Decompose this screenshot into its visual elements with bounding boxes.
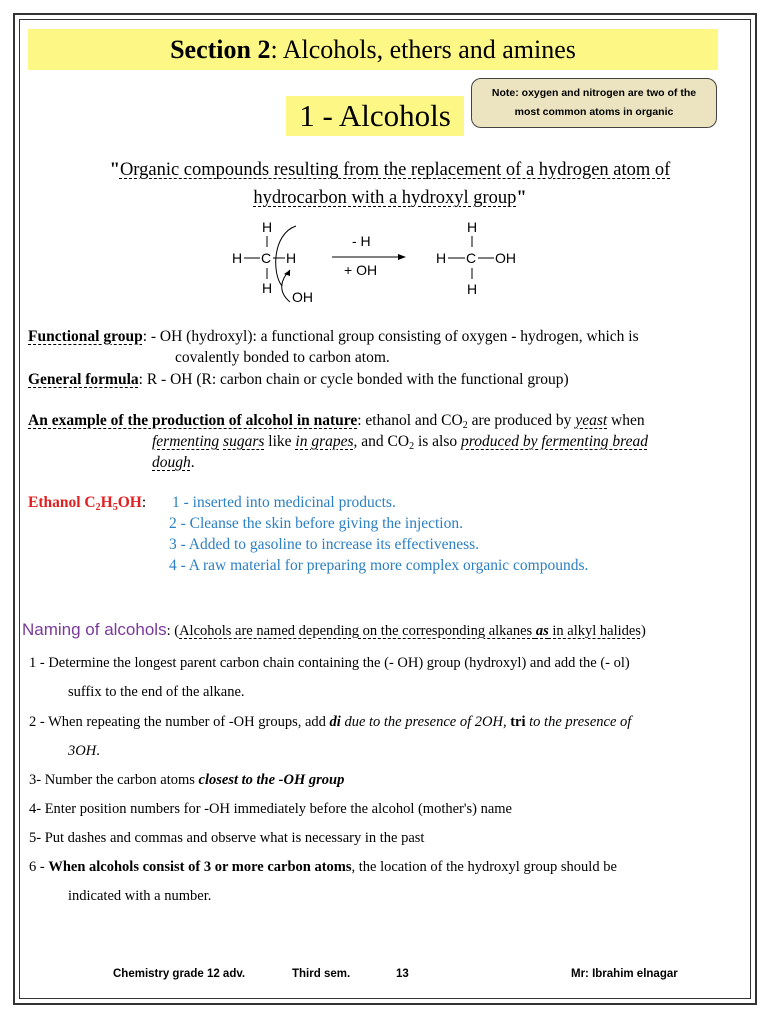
example-line-2 <box>152 433 648 451</box>
naming-title: Naming of alcohols <box>22 620 167 639</box>
definition-line-1 <box>40 160 740 181</box>
general-formula <box>28 371 569 389</box>
methanol-oh: OH <box>495 250 516 266</box>
functional-group-line-1 <box>28 328 639 346</box>
naming-rule-1-cont: suffix to the end of the alkane. <box>68 684 245 700</box>
ethanol-use-1: 1 - inserted into medicinal products. <box>172 494 396 511</box>
footer-author: Mr: Ibrahim elnagar <box>571 968 678 980</box>
section-banner <box>28 29 718 70</box>
bread-term: produced by fermenting bread <box>461 433 648 450</box>
footer-course: Chemistry grade 12 adv. <box>113 968 246 980</box>
note-line-2: most common atoms in organic <box>514 106 674 118</box>
colon: : <box>141 494 147 511</box>
general-formula-text: : R - OH (R: carbon chain or cycle bonded with the functional group) <box>138 371 569 388</box>
definition-text-2: hydrocarbon with a hydroxyl group <box>253 188 517 208</box>
fermenting-term: fermenting <box>152 433 220 450</box>
methanol-h-left: H <box>436 250 447 266</box>
example-text: when <box>607 412 645 429</box>
section-label: Section 2 <box>170 35 271 64</box>
general-formula-label: General formula <box>28 371 139 388</box>
ethanol-label: Ethanol $C_2H_5OH$ <box>28 494 142 513</box>
naming-rule-1: 1 - Determine the longest parent carbon chain containing the (- OH) group (hydroxyl) and add the (- ol) <box>29 655 630 671</box>
naming-intro: : (Alcohols are named depending on the corresponding alkanes as in alkyl halides) <box>166 623 646 639</box>
example-text: : ethanol and CO <box>357 412 463 429</box>
naming-rule-4: 4- Enter position numbers for -OH immediately before the alcohol (mother's) name <box>29 801 512 817</box>
plus-oh-label: + OH <box>344 262 378 278</box>
naming-rule-3: 3- Number the carbon atoms closest to the -OH group <box>29 772 345 788</box>
methane-h-right: H <box>286 250 297 266</box>
definition-line-2 <box>40 188 740 209</box>
methanol-c: C <box>466 250 477 266</box>
functional-group-label: Functional group <box>28 328 143 345</box>
naming-rule-6-cont: indicated with a number. <box>68 888 212 904</box>
naming-rule-2-cont: 3OH. <box>68 743 100 759</box>
alcohols-title: 1 - Alcohols <box>286 96 464 136</box>
open-quote: " <box>109 160 120 180</box>
reagent-oh: OH <box>292 289 313 305</box>
minus-h-label: - H <box>352 233 371 249</box>
functional-group-line-2: covalently bonded to carbon atom. <box>175 349 390 366</box>
naming-rule-5: 5- Put dashes and commas and observe what is necessary in the past <box>29 830 425 846</box>
footer-semester: Third sem. <box>292 968 351 980</box>
example-line-3 <box>152 454 195 472</box>
functional-group-text: : - OH (hydroxyl): a functional group consisting of oxygen - hydrogen, which is <box>142 328 639 345</box>
ethanol-use-3: 3 - Added to gasoline to increase its effectiveness. <box>169 536 480 553</box>
sugars-term: sugars <box>223 433 265 450</box>
methane-h-left: H <box>232 250 243 266</box>
methane-h-bottom: H <box>262 280 273 296</box>
example-text: , and CO <box>353 433 410 450</box>
section-title: : Alcohols, ethers and amines <box>270 35 576 64</box>
yeast-term: yeast <box>575 412 608 429</box>
naming-heading <box>22 620 646 640</box>
footer-page-number: 13 <box>396 968 409 980</box>
example-line-1 <box>28 412 645 430</box>
example-text: . <box>190 454 195 471</box>
note-line-1: Note: oxygen and nitrogen are two of the <box>491 87 697 99</box>
definition-text-1: Organic compounds resulting from the replacement of a hydrogen atom of <box>119 160 671 180</box>
example-text: like <box>264 433 296 450</box>
example-text: is also <box>414 433 461 450</box>
note-box <box>471 78 717 128</box>
naming-rule-2: 2 - When repeating the number of -OH groups, add di due to the presence of 2OH, tri to the presence of <box>29 714 632 730</box>
arrow-head <box>284 270 290 276</box>
close-quote: " <box>516 188 527 208</box>
reaction-arrow-head <box>398 254 406 260</box>
subscript: 2 <box>462 420 468 431</box>
methanol-h-top: H <box>467 219 478 235</box>
methane-h-top: H <box>262 219 273 235</box>
grapes-term: in grapes <box>295 433 354 450</box>
ethanol-heading <box>28 494 146 512</box>
methanol-h-bottom: H <box>467 281 478 297</box>
example-text: are produced by <box>467 412 576 429</box>
ethanol-use-4: 4 - A raw material for preparing more complex organic compounds. <box>169 557 589 574</box>
reaction-diagram <box>220 214 540 314</box>
methane-c: C <box>261 250 272 266</box>
naming-rule-6: 6 - When alcohols consist of 3 or more carbon atoms, the location of the hydroxyl group should be <box>29 859 617 875</box>
subscript: 2 <box>409 441 415 452</box>
ethanol-use-2: 2 - Cleanse the skin before giving the injection. <box>169 515 463 532</box>
dough-term: dough <box>152 454 191 471</box>
example-label: An example of the production of alcohol in nature <box>28 412 358 429</box>
